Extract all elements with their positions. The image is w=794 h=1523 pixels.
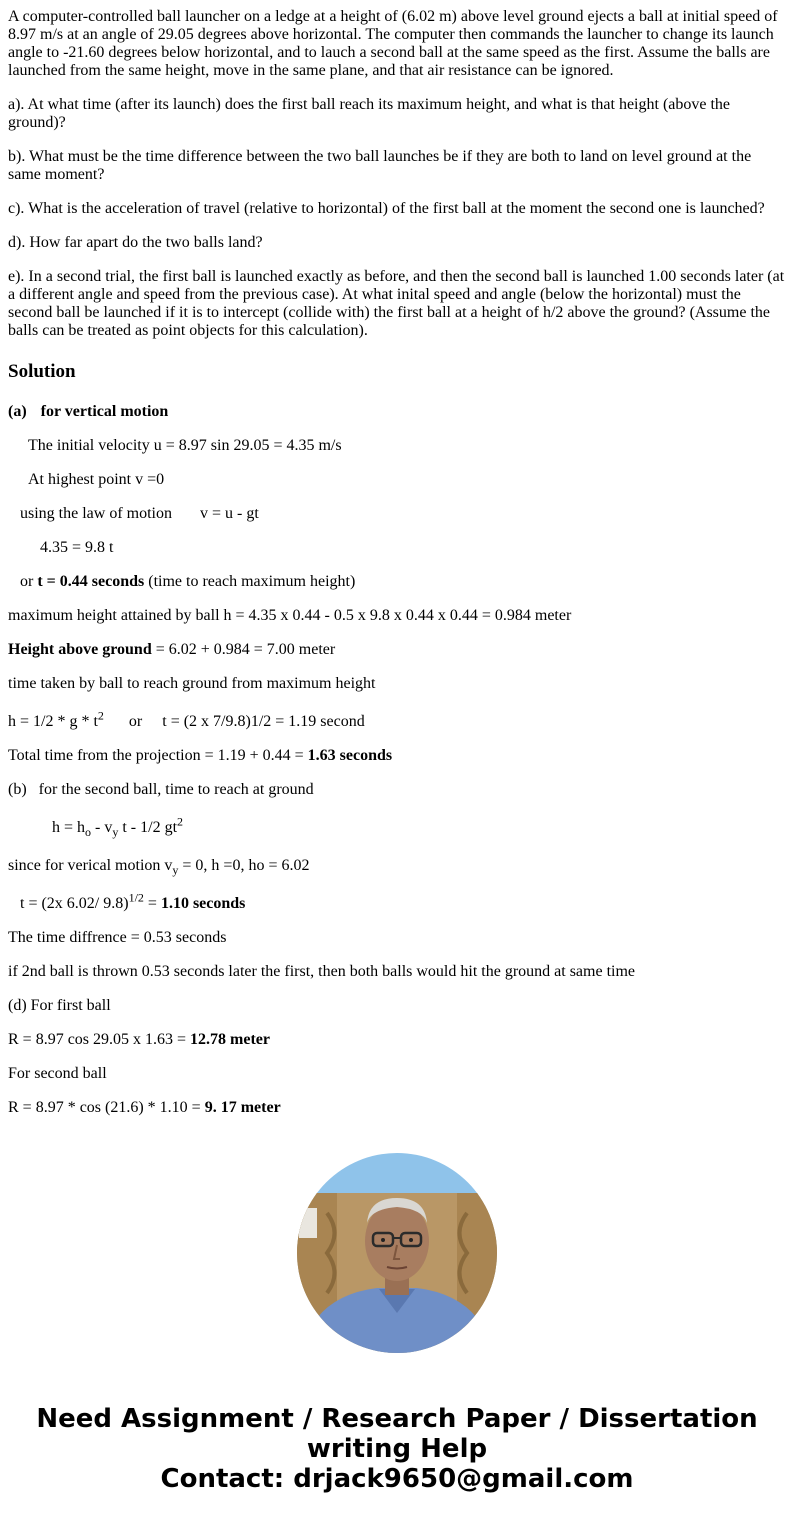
part-b-label: (b) — [8, 781, 27, 798]
document-body — [8, 0, 786, 1133]
part-a-label: (a) — [8, 403, 27, 420]
second-ball-time-line — [8, 890, 786, 913]
second-ball-label: For second ball — [8, 1065, 107, 1082]
range-first-ball-expr: R = 8.97 cos 29.05 x 1.63 = — [8, 1031, 191, 1048]
second-ball-time-value: 1.10 seconds — [160, 895, 246, 912]
total-time-line — [8, 747, 786, 765]
range-first-ball-value: 12.78 meter — [190, 1031, 271, 1048]
second-ball-equation — [8, 814, 786, 840]
fall-equation-exponent: 2 — [97, 708, 104, 723]
question-b: b). What must be the time difference between the two ball launches be if they are both to land on level ground at the same moment? — [8, 148, 752, 183]
conclusion-line: if 2nd ball is thrown 0.53 seconds later the first, then both balls would hit the ground at same time — [8, 963, 635, 980]
solution-heading: Solution — [8, 361, 76, 382]
time-result-line — [8, 573, 786, 591]
highest-point-line: At highest point v =0 — [28, 471, 165, 488]
problem-intro: A computer-controlled ball launcher on a ledge at a height of (6.02 m) above level ground ejects a ball at initial speed of 8.97 m/s at an angle of 29.05 degrees above horizontal. The computer then commands the launcher to change its launch angle to -21.60 degrees below horizontal, and to lauch a second ball at the same speed as the first. Assume the balls are launched from the same height, move in the same plane, and that air resistance can be ignored. — [8, 8, 778, 79]
time-result-prefix: or — [20, 573, 38, 590]
vertical-motion-line — [8, 857, 786, 878]
fall-equation-or: or — [128, 713, 143, 730]
question-e: e). In a second trial, the first ball is launched exactly as before, and then the second ball is launched 1.00 seconds later (at a different angle and speed from the previous case). At what inital speed and angle (below the horizontal) must the second ball be launched if it is to intercept (collide with) the first ball at a height of h/2 above the ground? (Assume the balls can be treated as point objects for this calculation). — [8, 268, 785, 339]
second-ball-time-exponent: 1/2 — [128, 890, 144, 905]
part-b-heading — [8, 781, 786, 799]
eq-part-3: t - 1/2 gt — [118, 819, 178, 836]
vertical-motion-sub: y — [172, 863, 179, 878]
range-first-ball-line — [8, 1031, 786, 1049]
author-portrait-image — [297, 1153, 497, 1353]
fall-equation-left: h = 1/2 * g * t — [8, 713, 98, 730]
vertical-motion-text: since for verical motion v — [8, 857, 173, 874]
part-a-title: for vertical motion — [40, 403, 169, 420]
question-d: d). How far apart do the two balls land? — [8, 234, 263, 251]
max-height-line: maximum height attained by ball h = 4.35 x 0.44 - 0.5 x 9.8 x 0.44 x 0.44 = 0.984 meter — [8, 607, 572, 624]
time-difference-line: The time diffrence = 0.53 seconds — [8, 929, 227, 946]
eq-sub-o: o — [85, 825, 92, 840]
range-second-ball-value: 9. 17 meter — [204, 1099, 281, 1116]
time-to-ground-line: time taken by ball to reach ground from maximum height — [8, 675, 376, 692]
part-b-title: for the second ball, time to reach at ground — [38, 781, 314, 798]
law-of-motion-line — [8, 505, 786, 523]
height-above-ground-value: = 6.02 + 0.984 = 7.00 meter — [151, 641, 336, 658]
promo-line-2: writing Help — [306, 1434, 488, 1464]
second-ball-time-equals: = — [143, 895, 161, 912]
fall-equation-line — [8, 708, 786, 731]
law-of-motion-equation: v = u - gt — [199, 505, 259, 522]
height-above-ground-line — [8, 641, 786, 659]
equation-line: 4.35 = 9.8 t — [40, 539, 114, 556]
height-above-ground-label: Height above ground — [8, 641, 152, 658]
part-d-first-ball: (d) For first ball — [8, 997, 111, 1014]
time-result-value: t = 0.44 seconds — [37, 573, 145, 590]
vertical-motion-values: = 0, h =0, ho = 6.02 — [178, 857, 310, 874]
eq-part-1: h = h — [52, 819, 86, 836]
part-a-heading — [8, 403, 786, 421]
time-result-note: (time to reach maximum height) — [144, 573, 356, 590]
promo-contact: Contact: drjack9650@gmail.com — [160, 1464, 634, 1494]
author-avatar — [297, 1153, 497, 1353]
question-a: a). At what time (after its launch) does the first ball reach its maximum height, and what is that height (above the ground)? — [8, 96, 731, 131]
eq-part-2: - v — [91, 819, 113, 836]
second-ball-time-expr: t = (2x 6.02/ 9.8) — [20, 895, 129, 912]
eq-sub-y: y — [112, 825, 119, 840]
law-of-motion-text: using the law of motion — [20, 505, 172, 522]
fall-equation-right: t = (2 x 7/9.8)1/2 = 1.19 second — [162, 713, 365, 730]
range-second-ball-line — [8, 1099, 786, 1117]
total-time-value: 1.63 seconds — [307, 747, 393, 764]
promo-banner — [0, 1404, 794, 1494]
total-time-text: Total time from the projection = 1.19 + 0.44 = — [8, 747, 308, 764]
question-c: c). What is the acceleration of travel (relative to horizontal) of the first ball at the moment the second one is launched? — [8, 200, 765, 217]
promo-line-1: Need Assignment / Research Paper / Dissertation — [36, 1404, 758, 1434]
initial-velocity-line: The initial velocity u = 8.97 sin 29.05 = 4.35 m/s — [28, 437, 342, 454]
eq-exponent: 2 — [177, 814, 184, 829]
range-second-ball-expr: R = 8.97 * cos (21.6) * 1.10 = — [8, 1099, 205, 1116]
